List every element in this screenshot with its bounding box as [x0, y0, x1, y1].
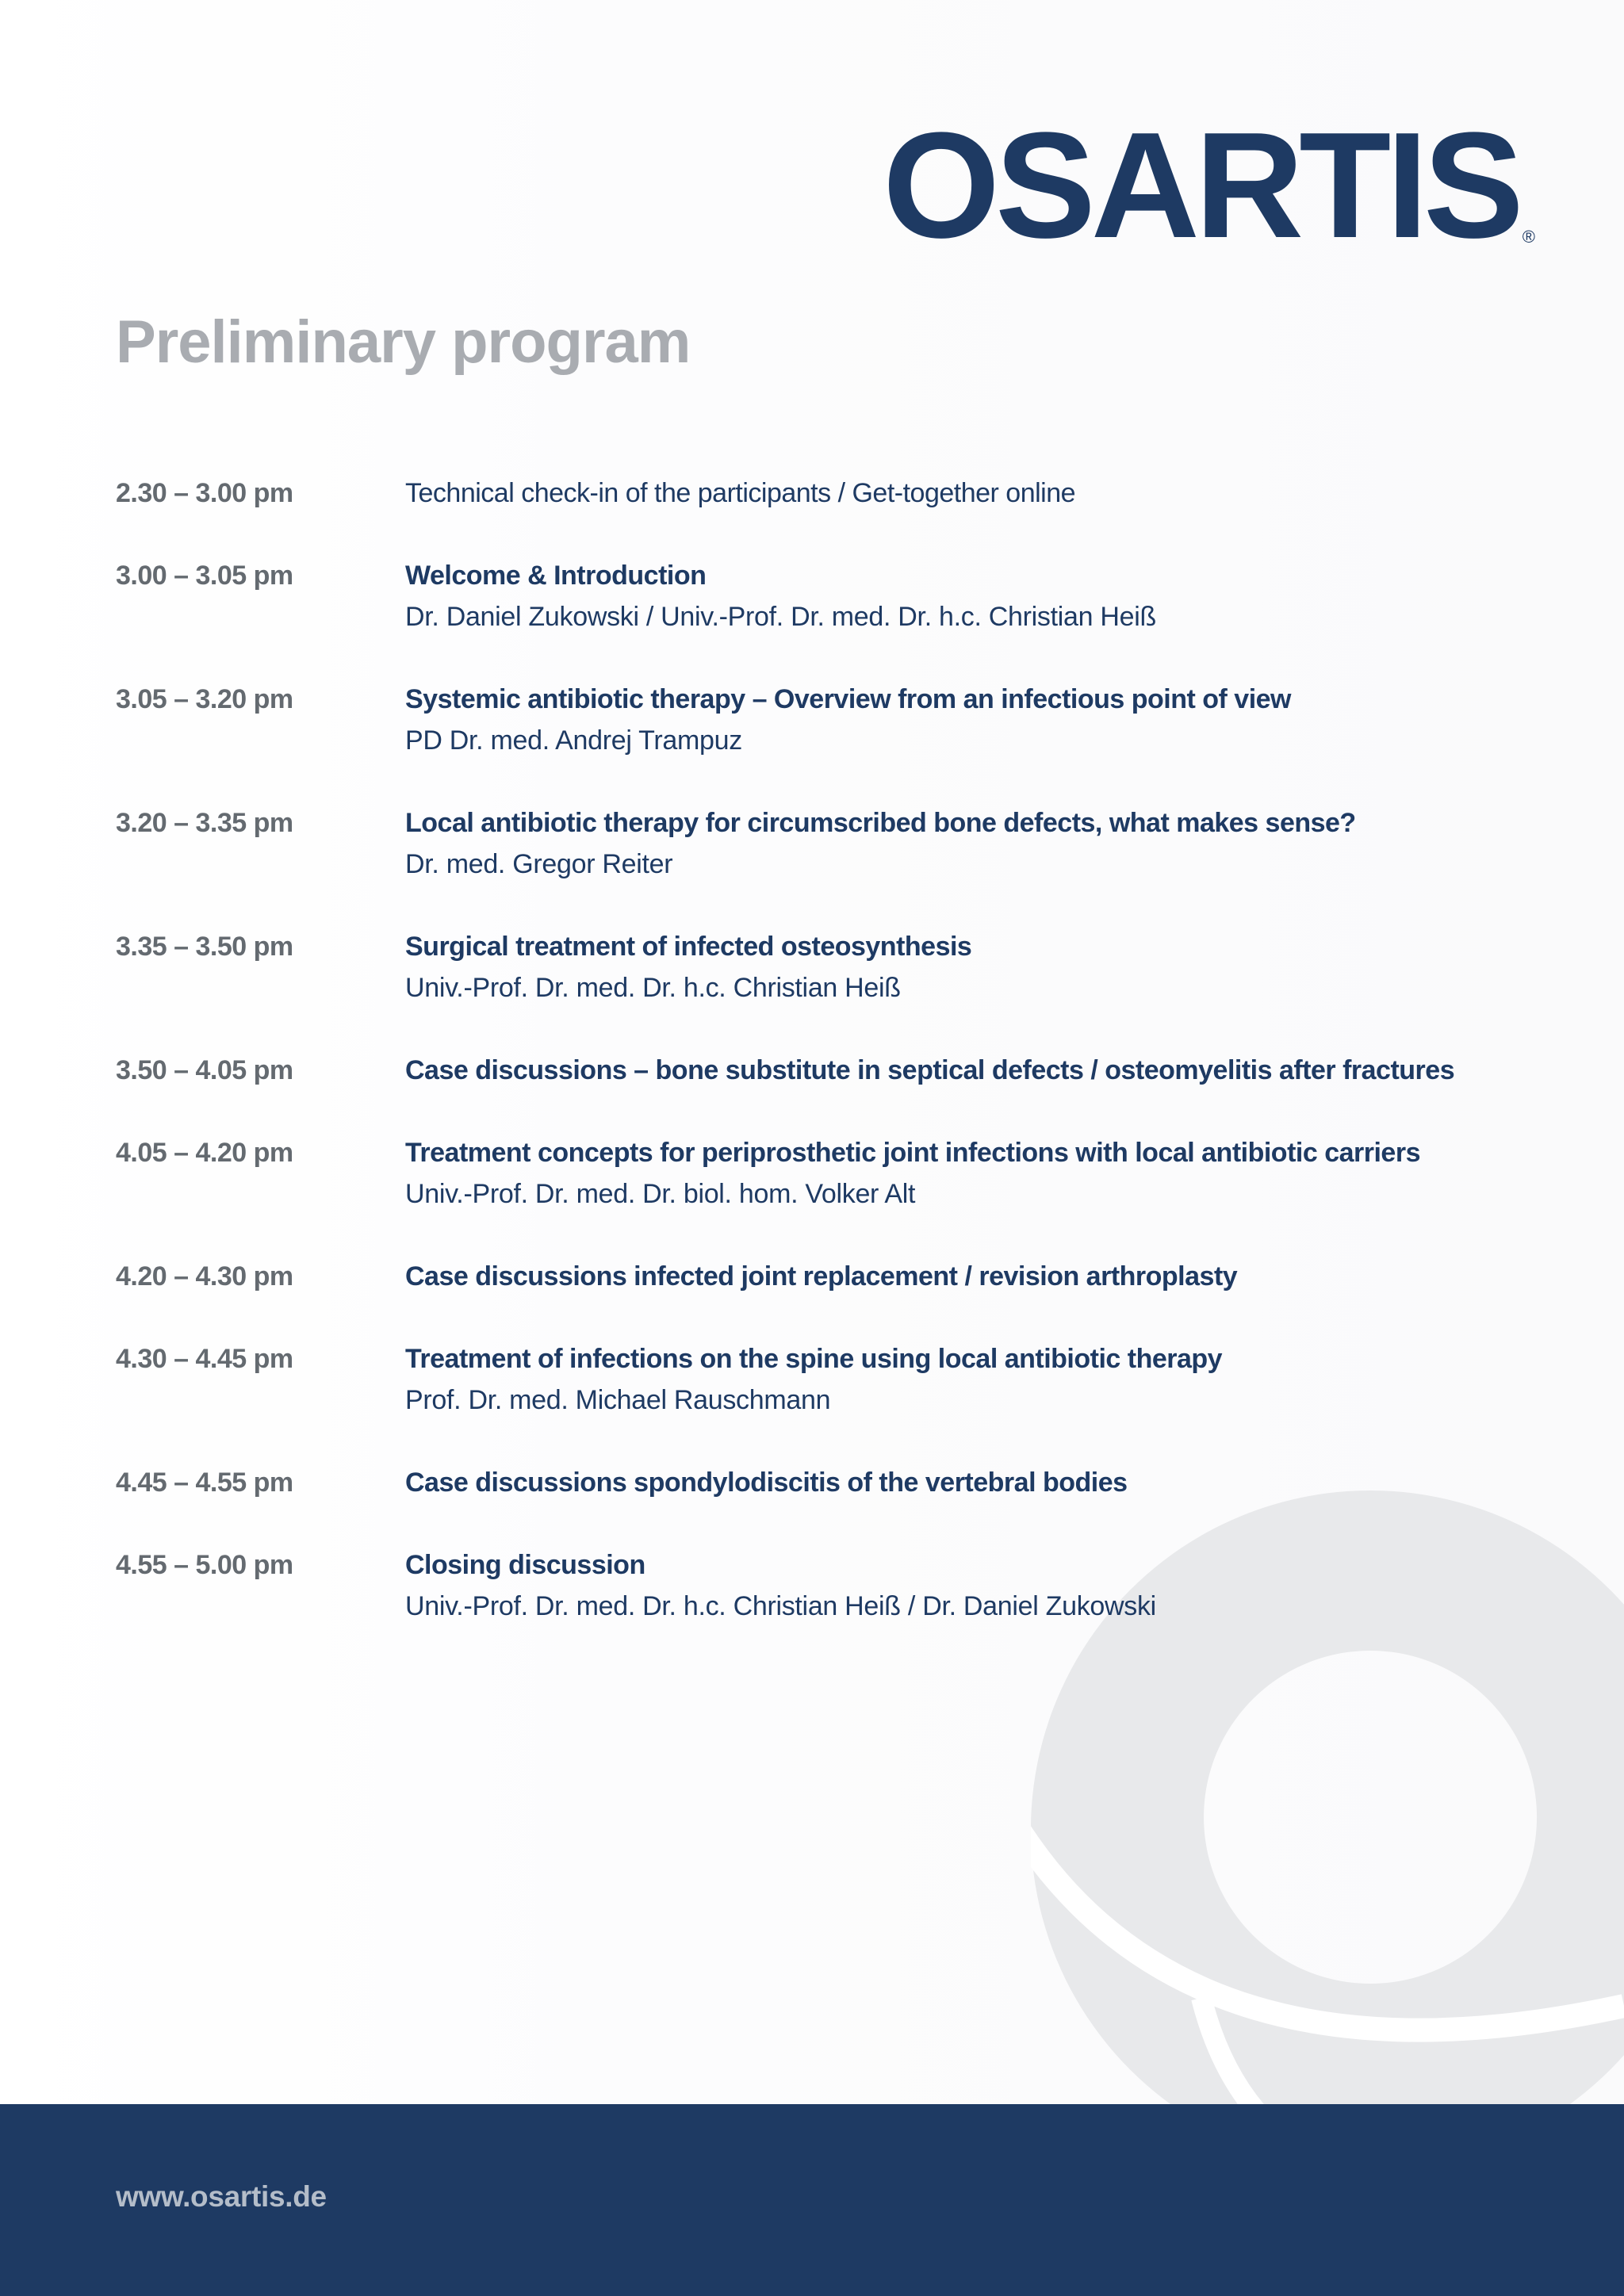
- program-row: [116, 473, 1543, 514]
- session-speaker: Dr. med. Gregor Reiter: [405, 849, 673, 879]
- session-title: Local antibiotic therapy for circumscribed bone defects, what makes sense?: [405, 808, 1356, 838]
- session-details: [405, 926, 1543, 1008]
- session-time: 4.55 – 5.00 pm: [116, 1550, 293, 1580]
- session-title: Case discussions infected joint replacement / revision arthroplasty: [405, 1261, 1238, 1292]
- session-time: 3.35 – 3.50 pm: [116, 932, 293, 962]
- session-details: [405, 1338, 1543, 1421]
- session-details: [405, 1132, 1543, 1215]
- session-speaker: Prof. Dr. med. Michael Rauschmann: [405, 1385, 831, 1415]
- session-details: [405, 1256, 1543, 1297]
- session-details: [405, 679, 1543, 761]
- session-speaker: Univ.-Prof. Dr. med. Dr. h.c. Christian Heiß: [405, 973, 901, 1003]
- session-title: Case discussions spondylodiscitis of the vertebral bodies: [405, 1468, 1128, 1498]
- program-row: [116, 802, 1543, 885]
- session-time: 3.50 – 4.05 pm: [116, 1055, 293, 1085]
- program-row: [116, 679, 1543, 761]
- program-row: [116, 1544, 1543, 1627]
- session-time: 4.20 – 4.30 pm: [116, 1261, 293, 1292]
- session-time: 3.20 – 3.35 pm: [116, 808, 293, 838]
- session-details: [405, 473, 1543, 514]
- osartis-logo: [883, 101, 1535, 270]
- program-row: [116, 555, 1543, 637]
- session-time: 3.00 – 3.05 pm: [116, 561, 293, 591]
- session-details: [405, 1544, 1543, 1627]
- program-row: [116, 1338, 1543, 1421]
- program-row: [116, 1462, 1543, 1503]
- program-row: [116, 1132, 1543, 1215]
- program-schedule: [116, 473, 1543, 1668]
- session-speaker: Univ.-Prof. Dr. med. Dr. biol. hom. Volker Alt: [405, 1179, 916, 1209]
- session-details: [405, 1050, 1543, 1091]
- logo-wordmark: OSARTIS: [883, 101, 1519, 270]
- session-title: Surgical treatment of infected osteosynthesis: [405, 932, 972, 962]
- session-time: 3.05 – 3.20 pm: [116, 684, 293, 714]
- session-time: 4.45 – 4.55 pm: [116, 1468, 293, 1498]
- session-title: Treatment of infections on the spine using local antibiotic therapy: [405, 1344, 1223, 1374]
- session-speaker: Dr. Daniel Zukowski / Univ.-Prof. Dr. med. Dr. h.c. Christian Heiß: [405, 602, 1156, 632]
- session-title: Systemic antibiotic therapy – Overview from an infectious point of view: [405, 684, 1291, 714]
- session-title: Treatment concepts for periprosthetic joint infections with local antibiotic carriers: [405, 1138, 1420, 1168]
- session-title: Technical check-in of the participants / Get-together online: [405, 478, 1076, 508]
- footer-bar: [0, 2104, 1624, 2296]
- program-row: [116, 926, 1543, 1008]
- registered-trademark-mark: ®: [1522, 227, 1535, 247]
- session-title: Closing discussion: [405, 1550, 645, 1580]
- session-title: Welcome & Introduction: [405, 561, 707, 591]
- page-title: Preliminary program: [116, 308, 691, 376]
- session-time: 2.30 – 3.00 pm: [116, 478, 293, 508]
- program-row: [116, 1256, 1543, 1297]
- session-details: [405, 802, 1543, 885]
- session-time: 4.30 – 4.45 pm: [116, 1344, 293, 1374]
- session-speaker: PD Dr. med. Andrej Trampuz: [405, 725, 742, 756]
- session-details: [405, 555, 1543, 637]
- session-speaker: Univ.-Prof. Dr. med. Dr. h.c. Christian Heiß / Dr. Daniel Zukowski: [405, 1591, 1156, 1621]
- program-row: [116, 1050, 1543, 1091]
- session-title: Case discussions – bone substitute in septical defects / osteomyelitis after fractures: [405, 1055, 1455, 1085]
- session-time: 4.05 – 4.20 pm: [116, 1138, 293, 1168]
- website-link[interactable]: www.osartis.de: [116, 2180, 327, 2213]
- session-details: [405, 1462, 1543, 1503]
